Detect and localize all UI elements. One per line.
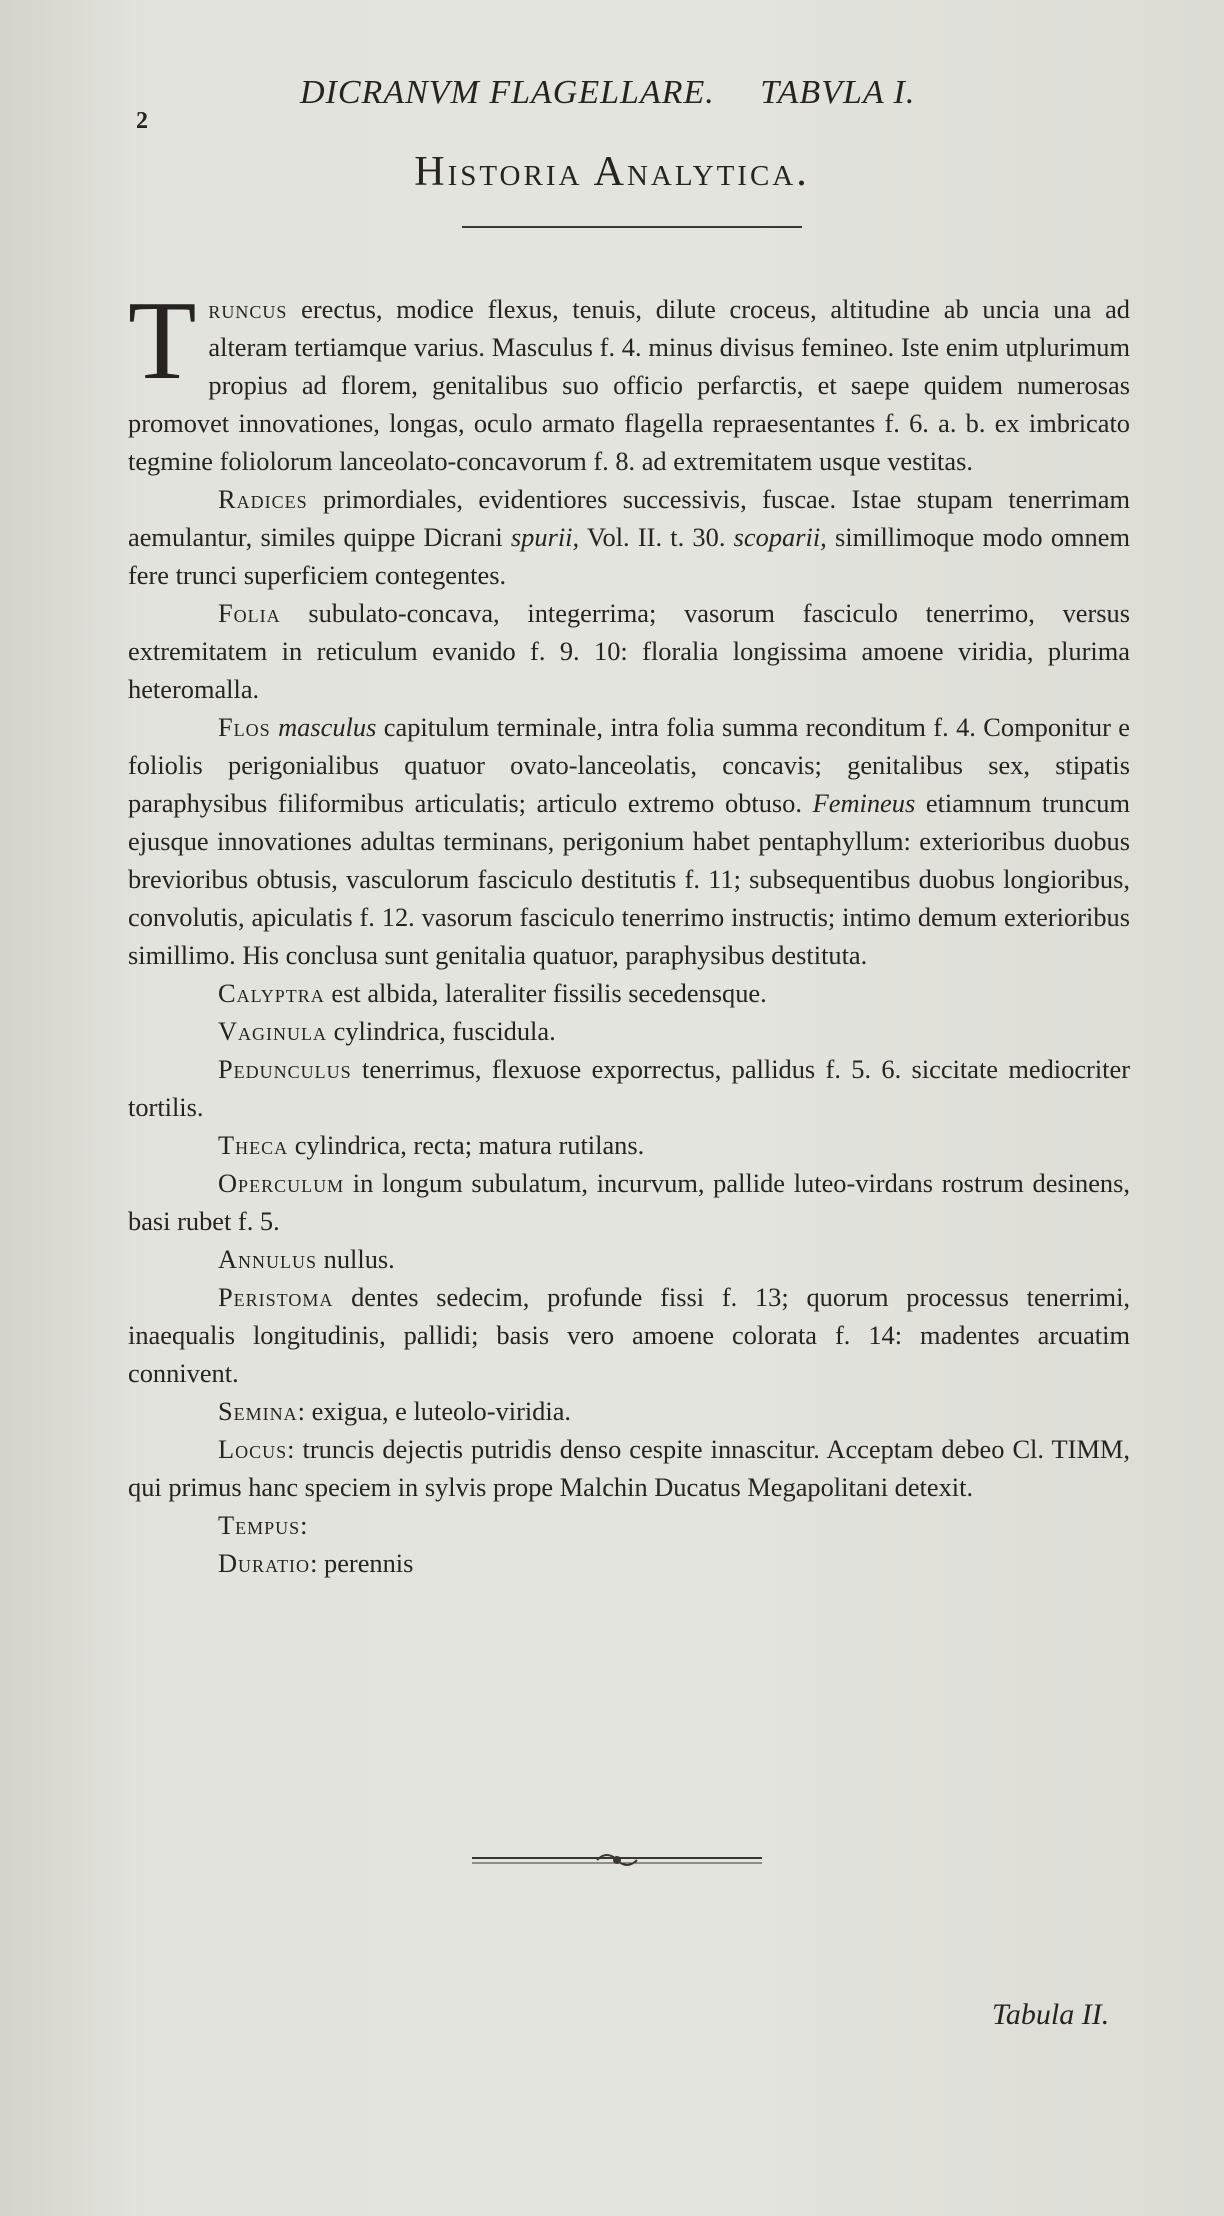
ornament-divider: [472, 1848, 762, 1872]
text-tempus: :: [300, 1510, 308, 1540]
running-head-species: DICRANVM FLAGELLARE.: [300, 74, 715, 111]
paragraph-annulus: [128, 1240, 1130, 1278]
term-vaginula: Vaginula: [218, 1016, 328, 1046]
term-radices: Radices: [218, 484, 308, 514]
text-radices-b: Vol. II. t. 30.: [579, 522, 734, 552]
paragraph-vaginula: [128, 1012, 1130, 1050]
running-head: [300, 74, 1060, 112]
italic-spurii: spurii,: [510, 522, 580, 552]
page-number: 2: [136, 108, 148, 134]
term-theca: Theca: [218, 1130, 289, 1160]
term-calyptra: Calyptra: [218, 978, 325, 1008]
text-vaginula: cylindrica, fuscidula.: [327, 1016, 556, 1046]
term-truncus: runcus: [208, 294, 288, 324]
text-annulus: nullus.: [317, 1244, 395, 1274]
term-locus: Locus: [218, 1434, 288, 1464]
text-flos-b: etiamnum truncum ejusque innovationes adultas terminans, perigonium habet pentaphyllum: exterioribus duobus brevioribus obtusis, vasculorum fasciculo destitutis f. 11; subsequentibus duobus longioribus, convolutis, apiculatis f. 12. vasorum fasciculo tenerrimo instructis; intimo demum exterioribus simillimo. His conclusa sunt genitalia quatuor, paraphysibus destituta.: [128, 788, 1130, 970]
catchword: Tabula II.: [992, 1998, 1110, 2031]
term-duratio: Duratio: [218, 1548, 311, 1578]
paragraph-peristoma: [128, 1278, 1130, 1392]
paragraph-flos: [128, 708, 1130, 974]
text-theca: cylindrica, recta; matura rutilans.: [288, 1130, 645, 1160]
body-text: [128, 279, 1131, 1582]
text-radices-a: primordiales, evidentiores successivis, fuscae. Istae stupam tenerrimam aemulantur, similes quippe Dicrani: [128, 484, 1130, 552]
term-operculum: Operculum: [218, 1168, 345, 1198]
paragraph-duratio: [128, 1544, 1130, 1582]
italic-femineus: Femineus: [812, 788, 916, 818]
running-head-plate: TABVLA I.: [760, 74, 916, 111]
text-peristoma: dentes sedecim, profunde fissi f. 13; quorum processus tenerrimi, inaequalis longitudinis, pallidi; basis vero amoene colorata f. 14: madentes arcuatim connivent.: [128, 1282, 1130, 1388]
text-truncus: erectus, modice flexus, tenuis, dilute croceus, altitudine ab uncia una ad alteram tertiamque varius. Masculus f. 4. minus divisus femineo. Iste enim utplurimum propius ad florem, genitalibus suo officio perfarctis, et saepe quidem numerosas promovet innovationes, longas, oculo armato flagella repraesentantes f. 6. a. b. ex imbricato tegmine foliolorum lanceolato-concavorum f. 8. ad extremitatem usque vestitas.: [128, 294, 1130, 476]
paragraph-semina: [128, 1392, 1130, 1430]
title-rule: [462, 226, 802, 228]
paragraph-pedunculus: [128, 1050, 1130, 1126]
italic-scoparii: scoparii,: [733, 522, 827, 552]
text-semina: : exigua, e luteolo-viridia.: [297, 1396, 572, 1426]
paragraph-locus: [128, 1430, 1130, 1506]
paragraph-folia: [128, 594, 1130, 708]
text-locus: : truncis dejectis putridis denso cespite innascitur. Acceptam debeo Cl. TIMM, qui primus hanc speciem in sylvis prope Malchin Ducatus Megapolitani detexit.: [128, 1434, 1130, 1502]
drop-cap: T: [128, 279, 197, 403]
term-tempus: Tempus: [218, 1510, 301, 1540]
paragraph-theca: [128, 1126, 1130, 1164]
term-peristoma: Peristoma: [218, 1282, 334, 1312]
paragraph-tempus: [128, 1506, 1130, 1544]
term-flos: Flos: [218, 712, 271, 742]
paragraph-operculum: [128, 1164, 1130, 1240]
text-flos-a: capitulum terminale, intra folia summa reconditum f. 4. Componitur e foliolis perigonialibus quatuor ovato-lanceolatis, concavis; genitalibus sex, stipatis paraphysibus filiformibus articulatis; articulo extremo obtuso.: [128, 712, 1131, 818]
paragraph-calyptra: [128, 974, 1130, 1012]
text-duratio: : perennis: [310, 1548, 414, 1578]
term-folia: Folia: [218, 598, 281, 628]
paragraph-truncus: [128, 279, 1130, 480]
text-pedunculus: tenerrimus, flexuose exporrectus, pallidus f. 5. 6. siccitate mediocriter tortilis.: [128, 1054, 1130, 1122]
term-semina: Semina: [218, 1396, 298, 1426]
text-folia: subulato-concava, integerrima; vasorum fasciculo tenerrimo, versus extremitatem in reticulum evanido f. 9. 10: floralia longissima amoene viridia, plurima heteromalla.: [128, 598, 1130, 704]
text-radices-c: simillimoque modo omnem fere trunci superficiem contegentes.: [128, 522, 1130, 590]
term-annulus: Annulus: [218, 1244, 318, 1274]
page-title: Historia Analytica.: [414, 149, 810, 195]
text-operculum: in longum subulatum, incurvum, pallide luteo-virdans rostrum desinens, basi rubet f. 5.: [128, 1168, 1130, 1236]
paragraph-radices: [128, 480, 1130, 594]
term-pedunculus: Pedunculus: [218, 1054, 352, 1084]
text-calyptra: est albida, lateraliter fissilis secedensque.: [324, 978, 767, 1008]
italic-masculus: masculus: [270, 712, 377, 742]
